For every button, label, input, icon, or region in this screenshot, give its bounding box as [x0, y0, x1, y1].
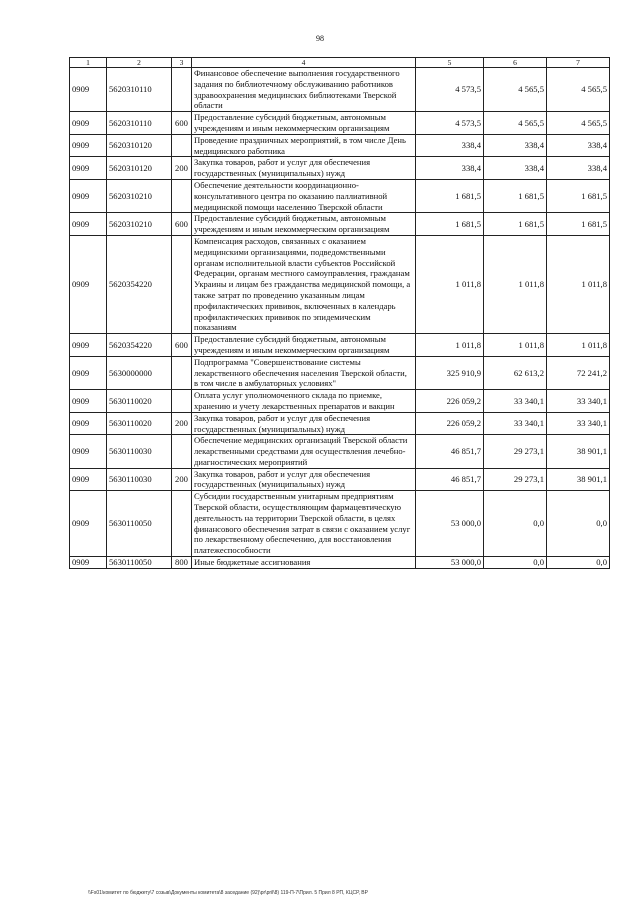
amount-year-2-cell: 338,4: [484, 134, 547, 157]
section-code-cell: 0909: [70, 179, 107, 212]
page-number: 98: [316, 34, 324, 43]
amount-year-1-cell: 325 910,9: [416, 356, 484, 389]
expense-type-cell: 800: [172, 557, 192, 569]
amount-year-2-cell: 33 340,1: [484, 412, 547, 435]
amount-year-3-cell: 4 565,5: [547, 68, 610, 112]
amount-year-3-cell: 72 241,2: [547, 356, 610, 389]
item-name-cell: Предоставление субсидий бюджетным, автономным учреждениям и иным некоммерческим организациям: [192, 112, 416, 135]
section-code-cell: 0909: [70, 134, 107, 157]
amount-year-2-cell: 33 340,1: [484, 390, 547, 413]
table-row: [70, 179, 610, 212]
column-header: 2: [107, 58, 172, 68]
section-code-cell: 0909: [70, 235, 107, 333]
amount-year-1-cell: 226 059,2: [416, 390, 484, 413]
item-name-cell: Финансовое обеспечение выполнения государственного задания по библиотечному обслуживанию работников здравоохранения медицинских библиотеками Тверской области: [192, 68, 416, 112]
amount-year-3-cell: 4 565,5: [547, 112, 610, 135]
section-code-cell: 0909: [70, 112, 107, 135]
section-code-cell: 0909: [70, 435, 107, 468]
column-header: 6: [484, 58, 547, 68]
amount-year-2-cell: 4 565,5: [484, 68, 547, 112]
item-name-cell: Обеспечение деятельности координационно-консультативного центра по оказанию паллиативной медицинской помощи населению Тверской области: [192, 179, 416, 212]
item-name-cell: Закупка товаров, работ и услуг для обеспечения государственных (муниципальных) нужд: [192, 412, 416, 435]
expense-type-cell: [172, 356, 192, 389]
expense-type-cell: 200: [172, 468, 192, 491]
amount-year-2-cell: 1 011,8: [484, 235, 547, 333]
table-row: [70, 435, 610, 468]
item-name-cell: Предоставление субсидий бюджетным, автономным учреждениям и иным некоммерческим организациям: [192, 213, 416, 236]
amount-year-2-cell: 0,0: [484, 557, 547, 569]
table-row: [70, 412, 610, 435]
target-article-cell: 5620354220: [107, 334, 172, 357]
item-name-cell: Компенсация расходов, связанных с оказанием медицинскими организациями, подведомственными органам исполнительной власти субъектов Российской Федерации, органам местного самоуправления, гражданам Украины и лицам без гражданства медицинской помощи, а также затрат по проведению указанным лицам профилактических прививок, включенных в календарь профилактических прививок по эпидемическим показаниям: [192, 235, 416, 333]
target-article-cell: 5620310210: [107, 213, 172, 236]
item-name-cell: Закупка товаров, работ и услуг для обеспечения государственных (муниципальных) нужд: [192, 468, 416, 491]
amount-year-3-cell: 338,4: [547, 157, 610, 180]
target-article-cell: 5630110030: [107, 468, 172, 491]
expense-type-cell: [172, 390, 192, 413]
amount-year-1-cell: 46 851,7: [416, 468, 484, 491]
target-article-cell: 5630110050: [107, 557, 172, 569]
column-header: 1: [70, 58, 107, 68]
amount-year-3-cell: 0,0: [547, 557, 610, 569]
column-header: 5: [416, 58, 484, 68]
amount-year-2-cell: 1 681,5: [484, 213, 547, 236]
target-article-cell: 5620310110: [107, 112, 172, 135]
amount-year-3-cell: 338,4: [547, 134, 610, 157]
column-header: 7: [547, 58, 610, 68]
amount-year-3-cell: 38 901,1: [547, 468, 610, 491]
table-row: [70, 390, 610, 413]
section-code-cell: 0909: [70, 213, 107, 236]
amount-year-3-cell: 1 681,5: [547, 179, 610, 212]
target-article-cell: 5620310120: [107, 157, 172, 180]
amount-year-2-cell: 1 681,5: [484, 179, 547, 212]
table-row: [70, 112, 610, 135]
amount-year-1-cell: 4 573,5: [416, 68, 484, 112]
table-row: [70, 334, 610, 357]
expense-type-cell: [172, 134, 192, 157]
table-row: [70, 157, 610, 180]
section-code-cell: 0909: [70, 390, 107, 413]
target-article-cell: 5620310110: [107, 68, 172, 112]
section-code-cell: 0909: [70, 68, 107, 112]
column-header: 3: [172, 58, 192, 68]
section-code-cell: 0909: [70, 491, 107, 557]
expense-type-cell: [172, 68, 192, 112]
target-article-cell: 5620354220: [107, 235, 172, 333]
amount-year-2-cell: 338,4: [484, 157, 547, 180]
target-article-cell: 5630110020: [107, 390, 172, 413]
table-row: [70, 68, 610, 112]
footer-file-path: \\Fs01\комитет по бюджету\7 созыв\Документы комитета\8 заседание (92)\pr\pril\8) 119-П-7\Прил. 5 Прил 8 РП, КЦСР, ВР: [88, 890, 368, 896]
amount-year-1-cell: 1 011,8: [416, 334, 484, 357]
amount-year-1-cell: 4 573,5: [416, 112, 484, 135]
table-row: [70, 491, 610, 557]
item-name-cell: Предоставление субсидий бюджетным, автономным учреждениям и иным некоммерческим организациям: [192, 334, 416, 357]
budget-table: [69, 57, 610, 569]
expense-type-cell: [172, 179, 192, 212]
amount-year-1-cell: 1 011,8: [416, 235, 484, 333]
item-name-cell: Иные бюджетные ассигнования: [192, 557, 416, 569]
target-article-cell: 5630110050: [107, 491, 172, 557]
amount-year-1-cell: 53 000,0: [416, 557, 484, 569]
amount-year-3-cell: 0,0: [547, 491, 610, 557]
item-name-cell: Оплата услуг уполномоченного склада по приемке, хранению и учету лекарственных препаратов и вакцин: [192, 390, 416, 413]
table-row: [70, 557, 610, 569]
target-article-cell: 5620310210: [107, 179, 172, 212]
expense-type-cell: [172, 235, 192, 333]
expense-type-cell: 600: [172, 112, 192, 135]
amount-year-3-cell: 1 011,8: [547, 235, 610, 333]
amount-year-1-cell: 226 059,2: [416, 412, 484, 435]
target-article-cell: 5630110030: [107, 435, 172, 468]
table-header-row: [70, 58, 610, 68]
target-article-cell: 5630000000: [107, 356, 172, 389]
item-name-cell: Закупка товаров, работ и услуг для обеспечения государственных (муниципальных) нужд: [192, 157, 416, 180]
amount-year-3-cell: 1 681,5: [547, 213, 610, 236]
amount-year-1-cell: 1 681,5: [416, 179, 484, 212]
amount-year-2-cell: 29 273,1: [484, 468, 547, 491]
expense-type-cell: [172, 435, 192, 468]
amount-year-1-cell: 46 851,7: [416, 435, 484, 468]
target-article-cell: 5630110020: [107, 412, 172, 435]
section-code-cell: 0909: [70, 412, 107, 435]
amount-year-1-cell: 53 000,0: [416, 491, 484, 557]
amount-year-2-cell: 62 613,2: [484, 356, 547, 389]
expense-type-cell: 200: [172, 157, 192, 180]
column-header: 4: [192, 58, 416, 68]
amount-year-1-cell: 338,4: [416, 134, 484, 157]
amount-year-2-cell: 1 011,8: [484, 334, 547, 357]
expense-type-cell: [172, 491, 192, 557]
section-code-cell: 0909: [70, 557, 107, 569]
section-code-cell: 0909: [70, 157, 107, 180]
item-name-cell: Подпрограмма "Совершенствование системы лекарственного обеспечения населения Тверской области, в том числе в амбулаторных условиях": [192, 356, 416, 389]
amount-year-3-cell: 1 011,8: [547, 334, 610, 357]
section-code-cell: 0909: [70, 356, 107, 389]
target-article-cell: 5620310120: [107, 134, 172, 157]
amount-year-1-cell: 1 681,5: [416, 213, 484, 236]
item-name-cell: Обеспечение медицинских организаций Тверской области лекарственными средствами для осуществления лечебно-диагностических мероприятий: [192, 435, 416, 468]
table-row: [70, 235, 610, 333]
item-name-cell: Субсидии государственным унитарным предприятиям Тверской области, осуществляющим фармацевтическую деятельность на территории Тверской области, в целях финансового обеспечения затрат в связи с оказанием услуг по лекарственному обеспечению, для восстановления платежеспособности: [192, 491, 416, 557]
amount-year-2-cell: 29 273,1: [484, 435, 547, 468]
section-code-cell: 0909: [70, 334, 107, 357]
table-row: [70, 468, 610, 491]
amount-year-3-cell: 33 340,1: [547, 412, 610, 435]
amount-year-3-cell: 38 901,1: [547, 435, 610, 468]
table-row: [70, 356, 610, 389]
table-row: [70, 213, 610, 236]
amount-year-3-cell: 33 340,1: [547, 390, 610, 413]
table-row: [70, 134, 610, 157]
amount-year-2-cell: 0,0: [484, 491, 547, 557]
expense-type-cell: 200: [172, 412, 192, 435]
amount-year-2-cell: 4 565,5: [484, 112, 547, 135]
expense-type-cell: 600: [172, 334, 192, 357]
amount-year-1-cell: 338,4: [416, 157, 484, 180]
expense-type-cell: 600: [172, 213, 192, 236]
item-name-cell: Проведение праздничных мероприятий, в том числе День медицинского работника: [192, 134, 416, 157]
section-code-cell: 0909: [70, 468, 107, 491]
